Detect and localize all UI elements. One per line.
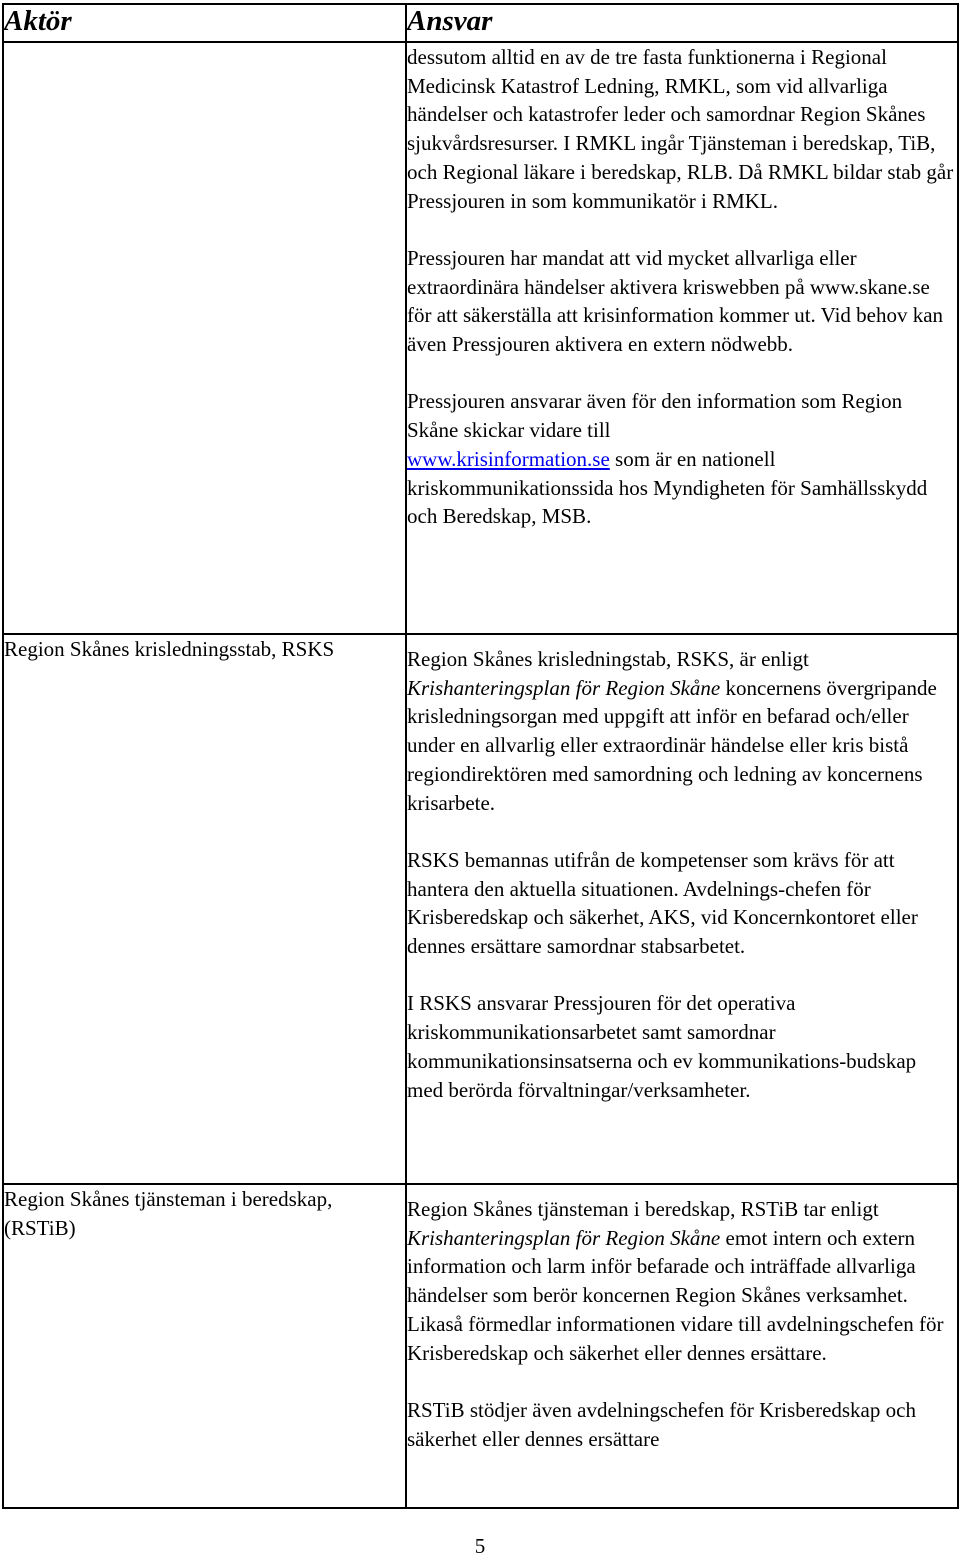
paragraph-text: koncernens övergripande krisledningsorgan med uppgift att inför en befarad och/eller under en allvarlig eller extraordinär händelse eller kris bistå regiondirektören med samordning och ledning av koncernens krisarbete. <box>407 675 937 815</box>
header-actor: Aktör <box>3 4 406 42</box>
krisinformation-link[interactable]: www.krisinformation.se <box>407 446 610 471</box>
table-row <box>3 1184 958 1508</box>
responsibility-cell-pressjouren <box>406 42 958 634</box>
responsibility-cell-rstib <box>406 1184 958 1508</box>
paragraph: dessutom alltid en av de tre fasta funktionerna i Regional Medicinsk Katastrof Ledning, RMKL, som vid allvarliga händelser och katastrofer leder och samordnar Region Skånes sjukvårdsresurser. I RMKL ingår Tjänsteman i beredskap, TiB, och Regional läkare i beredskap, RLB. Då RMKL bildar stab går Pressjouren in som kommunikatör i RMKL. <box>407 45 954 213</box>
header-responsibility: Ansvar <box>406 4 958 42</box>
actor-cell-rsks: Region Skånes krisledningsstab, RSKS <box>3 634 406 1184</box>
paragraph: RSTiB stödjer även avdelningschefen för Krisberedskap och säkerhet eller dennes ersättare <box>407 1397 916 1451</box>
paragraph: Pressjouren har mandat att vid mycket allvarliga eller extraordinära händelser aktivera kriswebben på www.skane.se för att säkerställa att krisinformation kommer ut. Vid behov kan även Pressjouren aktivera en extern nödwebb. <box>407 245 944 357</box>
actor-cell-rstib: Region Skånes tjänsteman i beredskap, (RSTiB) <box>3 1184 406 1508</box>
paragraph-text: Region Skånes tjänsteman i beredskap, RSTiB tar enligt <box>407 1197 879 1221</box>
paragraph-text: Pressjouren ansvarar även för den information som Region Skåne skickar vidare till <box>407 389 903 443</box>
paragraph <box>407 645 957 817</box>
page-number: 5 <box>474 1534 486 1558</box>
actor-cell-empty <box>3 42 406 634</box>
paragraph: RSKS bemannas utifrån de kompetenser som krävs för att hantera den aktuella situationen. Avdelnings-chefen för Krisberedskap och säkerhet, AKS, vid Koncernkontoret eller dennes ersättare samordnar stabsarbetet. <box>407 847 918 959</box>
paragraph-text: emot intern och extern information och larm inför befarade och inträffade allvarliga händelser som berör koncernen Region Skånes verksamhet. Likaså förmedlar informationen vidare till avdelningschefen för Krisberedskap och säkerhet eller dennes ersättare. <box>407 1225 944 1365</box>
paragraph-text: Region Skånes krisledningstab, RSKS, är enligt <box>407 647 809 671</box>
plan-title-italic: Krishanteringsplan för Region Skåne <box>407 675 721 700</box>
responsibility-cell-rsks <box>406 634 958 1184</box>
paragraph <box>407 387 957 531</box>
paragraph <box>407 1195 957 1367</box>
plan-title-italic: Krishanteringsplan för Region Skåne <box>407 1225 721 1250</box>
table-row <box>3 634 958 1184</box>
paragraph-text: som är en nationell kriskommunikationssida hos Myndigheten för Samhällsskydd och Beredskap, MSB. <box>407 446 928 529</box>
table-header-row <box>3 4 958 42</box>
paragraph: I RSKS ansvarar Pressjouren för det operativa kriskommunikationsarbetet samt samordnar kommunikationsinsatserna och ev kommunikations-budskap med berörda förvaltningar/verksamheter. <box>407 991 917 1102</box>
table-row <box>3 42 958 634</box>
responsibility-table <box>2 3 959 1509</box>
